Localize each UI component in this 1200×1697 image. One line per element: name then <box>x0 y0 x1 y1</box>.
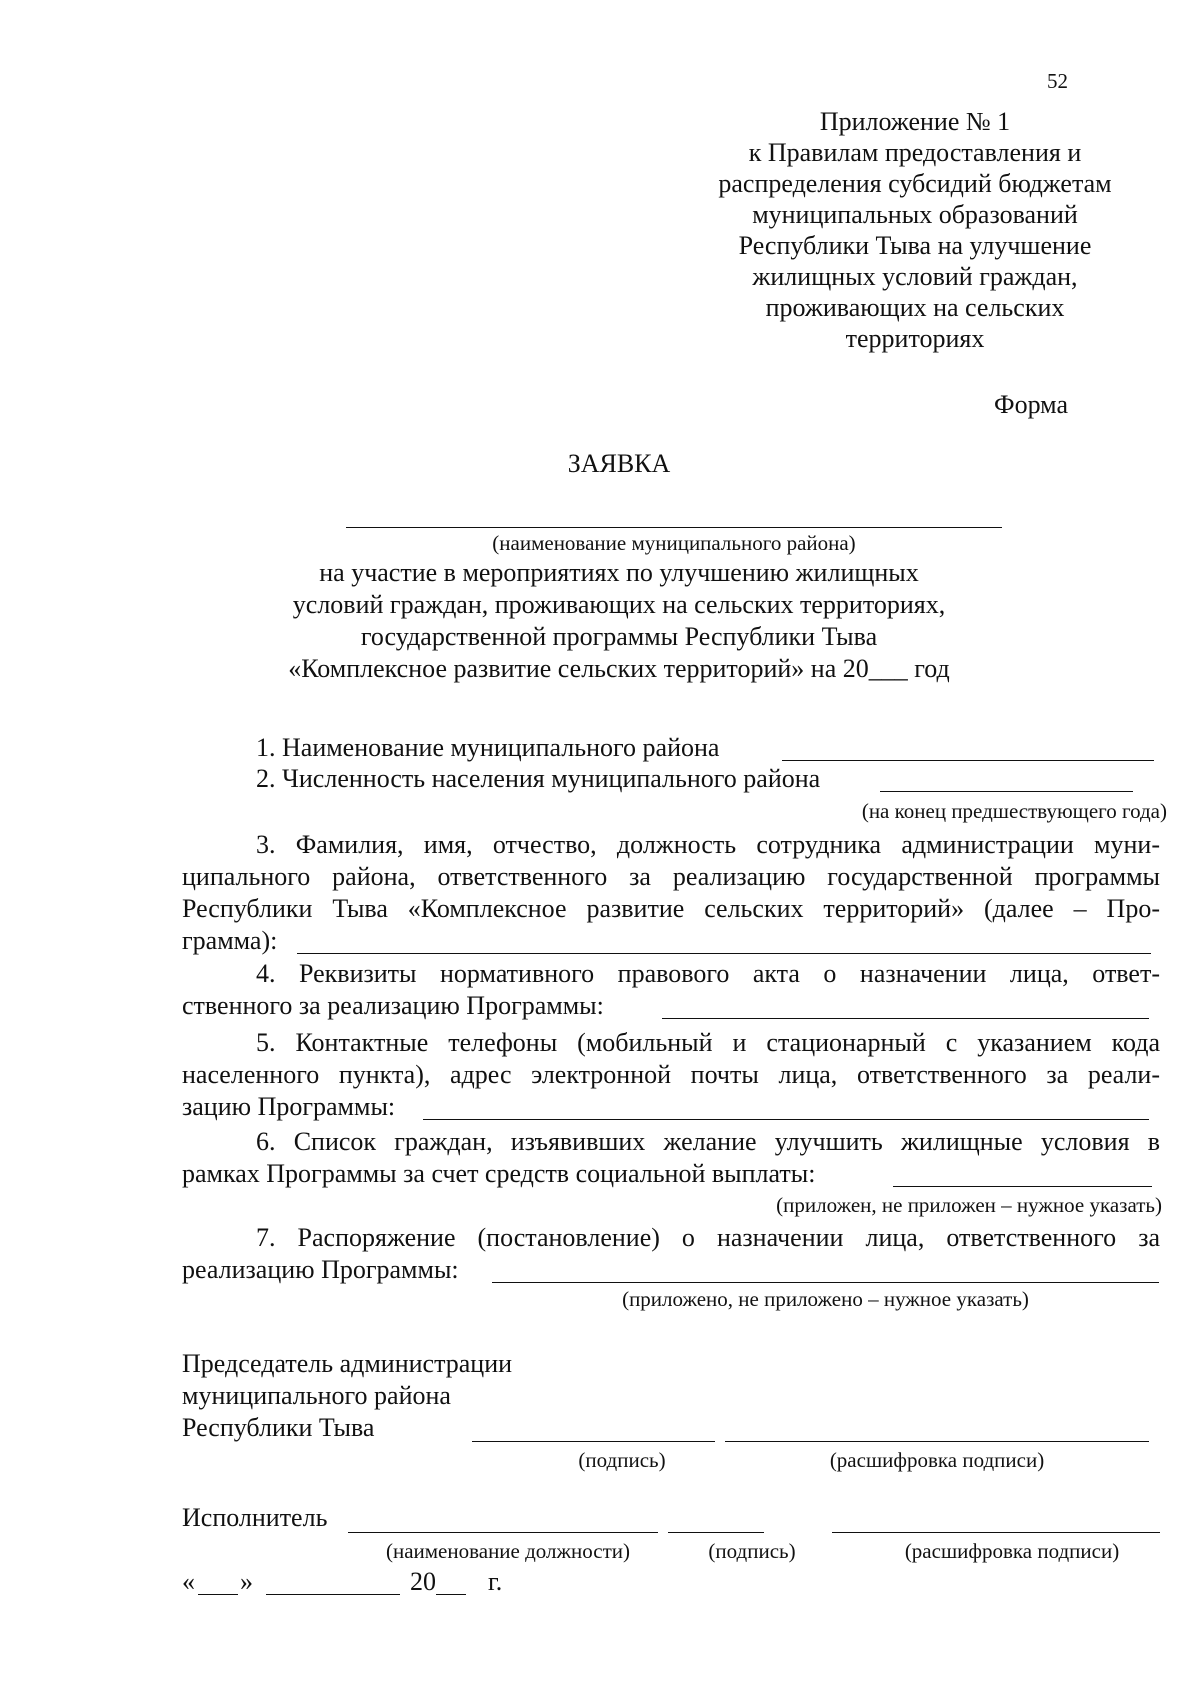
date-year-field[interactable] <box>436 1594 466 1595</box>
appendix-line: проживающих на сельских <box>765 293 1065 322</box>
item-6-caption: (приложен, не приложен – нужное указать) <box>776 1193 1162 1217</box>
item-2-label: 2. Численность населения муниципального района <box>256 764 821 793</box>
chairman-title-line: Республики Тыва <box>182 1413 375 1442</box>
item-5-line-2: населенного пункта), адрес электронной почты лица, ответственного за реали- <box>182 1060 1160 1089</box>
form-label: Форма <box>994 390 1068 419</box>
appendix-line: территориях <box>845 324 985 353</box>
appendix-line: жилищных условий граждан, <box>752 262 1078 291</box>
item-3-field[interactable] <box>297 953 1151 954</box>
item-7-field[interactable] <box>492 1282 1159 1283</box>
district-name-caption: (наименование муниципального района) <box>492 531 856 555</box>
item-7-line-2: реализацию Программы: <box>182 1255 459 1284</box>
item-3-line-1: 3. Фамилия, имя, отчество, должность сотрудника администрации муни- <box>256 830 1160 859</box>
item-2-caption: (на конец предшествующего года) <box>861 799 1167 823</box>
item-3-line-4: грамма): <box>182 926 278 955</box>
item-4-field[interactable] <box>662 1018 1149 1019</box>
document-title: ЗАЯВКА <box>567 449 671 478</box>
district-name-line[interactable] <box>346 527 1002 528</box>
executor-position-field[interactable] <box>348 1532 658 1533</box>
executor-signature-caption: (подпись) <box>708 1539 796 1563</box>
item-6-field[interactable] <box>893 1186 1152 1187</box>
subtitle-line: «Комплексное развитие сельских территорий» на 20___ год <box>288 654 950 683</box>
executor-decode-field[interactable] <box>832 1532 1160 1533</box>
item-7-caption: (приложено, не приложено – нужное указать) <box>622 1287 1029 1311</box>
chairman-title-line: муниципального района <box>182 1381 451 1410</box>
executor-position-caption: (наименование должности) <box>385 1539 631 1563</box>
item-1-field[interactable] <box>782 760 1154 761</box>
subtitle-line: на участие в мероприятиях по улучшению жилищных <box>319 558 919 587</box>
item-5-line-1: 5. Контактные телефоны (мобильный и стационарный с указанием кода <box>256 1028 1160 1057</box>
date-year-prefix: 20 <box>410 1567 436 1596</box>
item-2-field[interactable] <box>880 791 1133 792</box>
item-5-field[interactable] <box>423 1119 1149 1120</box>
appendix-line: распределения субсидий бюджетам <box>718 169 1112 198</box>
item-6-line-2: рамках Программы за счет средств социальной выплаты: <box>182 1159 816 1188</box>
subtitle-line: условий граждан, проживающих на сельских территориях, <box>292 590 946 619</box>
item-4-line-1: 4. Реквизиты нормативного правового акта о назначении лица, ответ- <box>256 959 1160 988</box>
item-3-line-3: Республики Тыва «Комплексное развитие сельских территорий» (далее – Про- <box>182 894 1160 923</box>
item-4-line-2: ственного за реализацию Программы: <box>182 991 604 1020</box>
executor-decode-caption: (расшифровка подписи) <box>904 1539 1120 1563</box>
chairman-decode-caption: (расшифровка подписи) <box>829 1448 1045 1472</box>
date-open-quote: « <box>182 1567 195 1596</box>
date-year-suffix: г. <box>488 1567 503 1596</box>
date-close-quote: » <box>240 1567 253 1596</box>
item-6-line-1: 6. Список граждан, изъявивших желание улучшить жилищные условия в <box>256 1127 1160 1156</box>
chairman-signature-field[interactable] <box>472 1441 715 1442</box>
item-5-line-3: зацию Программы: <box>182 1092 396 1121</box>
item-1-label: 1. Наименование муниципального района <box>256 733 720 762</box>
item-3-line-2: ципального района, ответственного за реализацию государственной программы <box>182 862 1160 891</box>
appendix-line: муниципальных образований <box>752 200 1078 229</box>
subtitle-line: государственной программы Республики Тыва <box>360 622 878 651</box>
executor-signature-field[interactable] <box>668 1532 764 1533</box>
executor-label: Исполнитель <box>182 1503 328 1532</box>
page-number: 52 <box>1047 69 1068 93</box>
appendix-line: Приложение № 1 <box>819 107 1011 136</box>
chairman-signature-caption: (подпись) <box>578 1448 666 1472</box>
date-month-field[interactable] <box>266 1594 400 1595</box>
item-7-line-1: 7. Распоряжение (постановление) о назначении лица, ответственного за <box>256 1223 1160 1252</box>
date-day-field[interactable] <box>198 1594 238 1595</box>
chairman-title-line: Председатель администрации <box>182 1349 513 1378</box>
chairman-signature-decode-field[interactable] <box>725 1441 1149 1442</box>
appendix-line: Республики Тыва на улучшение <box>738 231 1092 260</box>
appendix-line: к Правилам предоставления и <box>748 138 1082 167</box>
